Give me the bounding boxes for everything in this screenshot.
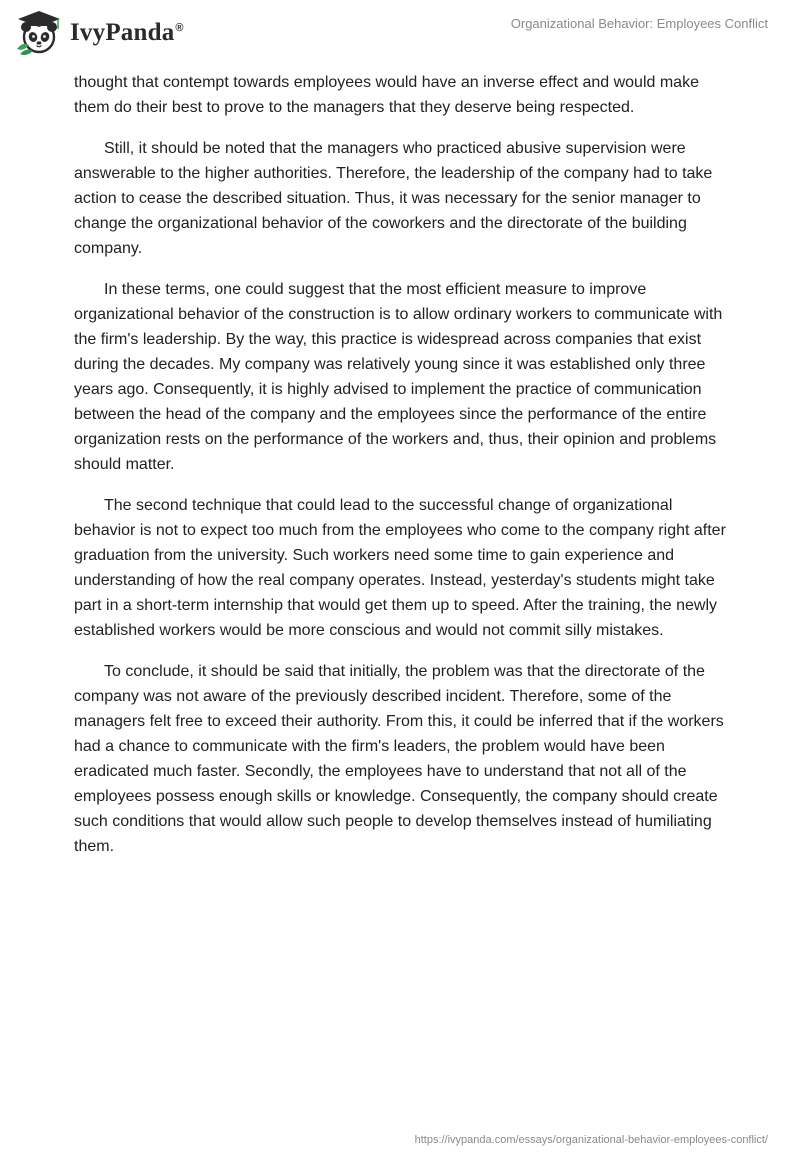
page-header — [0, 0, 800, 64]
brand-logo[interactable] — [14, 8, 184, 56]
panda-graduation-cap-icon — [14, 9, 64, 55]
paragraph-5: To conclude, it should be said that initially, the problem was that the directorate of the company was not aware of the previously described incident. Therefore, some of the managers felt free to exceed their authority. From this, it could be inferred that if the workers had a chance to communicate with the firm's leaders, the problem would have been eradicated much faster. Secondly, the employees have to understand that not all of the employees possess enough skills or knowledge. Consequently, the company should create such conditions that would allow such people to develop themselves instead of humiliating them. — [74, 663, 724, 855]
paragraph-2: Still, it should be noted that the managers who practiced abusive supervision were answerable to the higher authorities. Therefore, the leadership of the company had to take action to cease the described situation. Thus, it was necessary for the senior manager to change the organizational behavior of the coworkers and the directorate of the building company. — [74, 140, 713, 257]
paragraph-3: In these terms, one could suggest that the most efficient measure to improve organizational behavior of the construction is to allow ordinary workers to communicate with the firm's leadership. By the way, this practice is widespread across companies that exist during the decades. My company was relatively young since it was established only three years ago. Consequently, it is highly advised to implement the practice of communication between the head of the company and the employees since the performance of the entire organization rests on the performance of the workers and, thus, their opinion and problems should matter. — [74, 281, 723, 473]
registered-mark: ® — [175, 21, 184, 34]
document-title: Organizational Behavior: Employees Conflict — [510, 16, 768, 31]
brand-name: IvyPanda® — [70, 19, 184, 46]
paragraph-4: The second technique that could lead to the successful change of organizational behavior is not to expect too much from the employees who come to the company right after graduation from the university. Such workers need some time to gain experience and understanding of how the real company operates. Instead, yesterday's students might take part in a short-term internship that would get them up to speed. After the training, the newly established workers would be more conscious and would not commit silly mistakes. — [74, 497, 726, 639]
footer-url-link[interactable]: https://ivypanda.com/essays/organizational-behavior-employees-conflict/ — [414, 1134, 768, 1146]
essay-body — [74, 70, 726, 875]
paragraph-1: thought that contempt towards employees would have an inverse effect and would make them do their best to prove to the managers that they deserve being respected. — [74, 74, 699, 116]
